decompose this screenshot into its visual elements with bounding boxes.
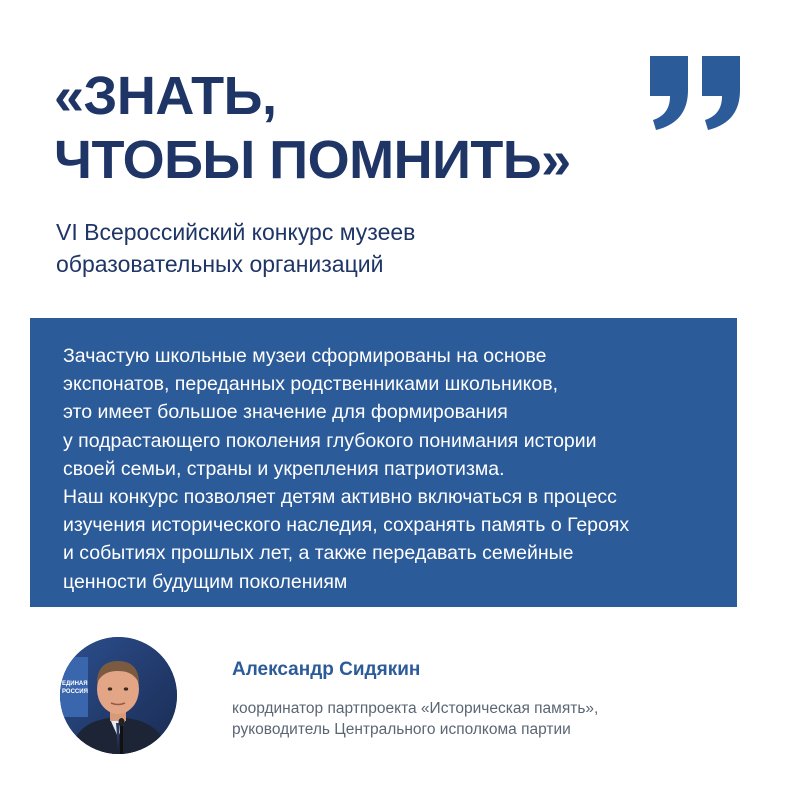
author-name: Александр Сидякин	[232, 659, 421, 680]
quote-line: своей семьи, страны и укрепления патриотизма.	[63, 457, 505, 480]
subtitle	[56, 216, 415, 280]
subtitle-line-1: VI Всероссийский конкурс музеев	[56, 219, 416, 245]
quote-line: экспонатов, переданных родственниками школьников,	[63, 373, 559, 396]
quote-line: Зачастую школьные музеи сформированы на основе	[63, 345, 547, 367]
quote-line: у подрастающего поколения глубокого понимания истории	[63, 429, 597, 452]
author-role	[232, 698, 598, 740]
title-line-1: «ЗНАТЬ,	[54, 66, 277, 126]
author-role-line-2: руководитель Центрального исполкома партии	[232, 721, 571, 738]
avatar	[60, 637, 177, 754]
quote-line: Наш конкурс позволяет детям активно включаться в процесс	[63, 486, 617, 509]
author-role-line-1: координатор партпроекта «Историческая память»,	[232, 700, 599, 717]
quote-mark-icon	[650, 56, 742, 130]
backdrop-line-1: ЕДИНАЯ	[62, 681, 88, 687]
subtitle-line-2: образовательных организаций	[56, 251, 384, 277]
quote-line: ценности будущим поколениям	[63, 570, 348, 593]
quote-line: изучения исторического наследия, сохранять память о Героях	[63, 514, 630, 537]
page-title	[54, 64, 571, 192]
portrait-photo	[60, 637, 177, 754]
title-line-2: ЧТОБЫ ПОМНИТЬ»	[54, 130, 571, 190]
quote-line: это имеет большое значение для формирования	[63, 401, 508, 424]
quote-line: и событиях прошлых лет, а также передавать семейные	[63, 542, 574, 565]
backdrop-line-2: РОССИЯ	[62, 689, 88, 695]
quote-box	[30, 318, 737, 607]
